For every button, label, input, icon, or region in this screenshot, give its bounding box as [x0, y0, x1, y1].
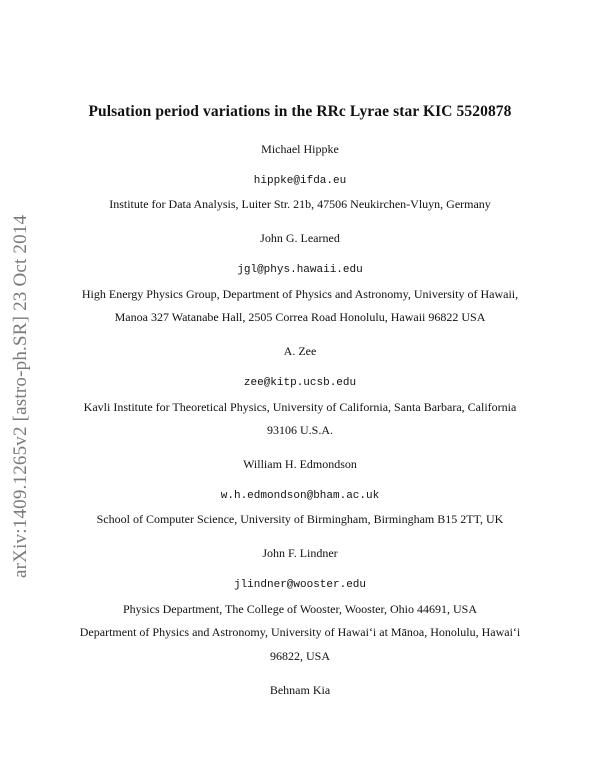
author-email[interactable]: w.h.edmondson@bham.ac.uk — [220, 490, 380, 502]
author-name: William H. Edmondson — [243, 457, 357, 471]
author-affiliation: 96822, USA — [269, 649, 330, 663]
author-affiliation: High Energy Physics Group, Department of Physics and Astronomy, University of Hawaii, — [81, 287, 519, 301]
author-name: John G. Learned — [260, 231, 340, 245]
arxiv-side-stamp: arXiv:1409.1265v2 [astro-ph.SR] 23 Oct 2014 — [10, 214, 31, 578]
author-affiliation: Department of Physics and Astronomy, University of Hawai‘i at Mānoa, Honolulu, Hawai‘i — [79, 625, 521, 639]
author-name: A. Zee — [283, 344, 317, 358]
author-affiliation: 93106 U.S.A. — [266, 423, 333, 437]
author-affiliation: Institute for Data Analysis, Luiter Str. 21b, 47506 Neukirchen-Vluyn, Germany — [109, 197, 491, 211]
author-name: John F. Lindner — [262, 546, 338, 560]
author-affiliation: Kavli Institute for Theoretical Physics, University of California, Santa Barbara, California — [83, 400, 517, 414]
author-email[interactable]: hippke@ifda.eu — [253, 175, 347, 187]
author-affiliation: Manoa 327 Watanabe Hall, 2505 Correa Road Honolulu, Hawaii 96822 USA — [114, 310, 486, 324]
author-affiliation: School of Computer Science, University of Birmingham, Birmingham B15 2TT, UK — [96, 512, 504, 526]
author-email[interactable]: jlindner@wooster.edu — [233, 579, 367, 591]
author-affiliation: Physics Department, The College of Wooster, Wooster, Ohio 44691, USA — [122, 602, 478, 616]
author-name: Michael Hippke — [261, 142, 339, 156]
author-name: Behnam Kia — [269, 683, 331, 697]
paper-title: Pulsation period variations in the RRc Lyrae star KIC 5520878 — [88, 103, 512, 120]
author-email[interactable]: jgl@phys.hawaii.edu — [237, 264, 363, 276]
author-email[interactable]: zee@kitp.ucsb.edu — [243, 377, 357, 389]
